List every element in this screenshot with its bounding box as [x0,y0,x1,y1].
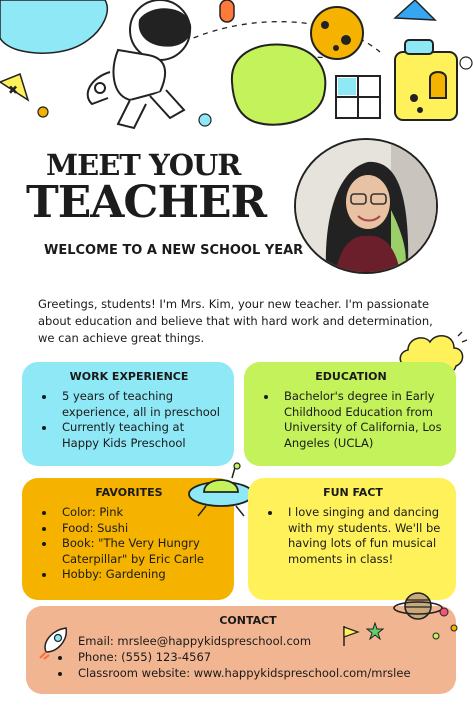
planet-icon [311,7,363,59]
title-line-1: MEET YOUR [46,148,241,182]
list-item: • Phone: (555) 123-4567 [72,649,446,665]
work-experience-heading: WORK EXPERIENCE [69,370,189,383]
list-item: • Classroom website: www.happykidspreschool.com/mrslee [72,665,446,681]
list-item: • Email: mrslee@happykidspreschool.com [72,633,446,649]
intro-paragraph: Greetings, students! I'm Mrs. Kim, your new teacher. I'm passionate about education and believe that with hard work and determination, we can achieve great things. [38,297,433,345]
page-title [26,150,276,226]
ufo-icon [186,462,256,517]
flag-icon [340,624,362,648]
green-blob-shape [232,45,325,125]
fun-fact-heading: FUN FACT [323,486,383,499]
contact-heading: CONTACT [219,614,277,627]
subtitle: WELCOME TO A NEW SCHOOL YEAR [44,243,304,258]
list-item: • Hobby: Gardening [56,567,224,583]
cyan-cloud-shape [0,0,107,53]
list-item: • Color: Pink [56,505,224,521]
list-item: • I love singing and dancing with my students. We'll be having lots of fun musical moments in class! [282,505,446,567]
list-item: • Bachelor's degree in Early Childhood Education from University of California, Los Angeles (UCLA) [278,389,446,451]
dots-decoration [424,606,464,646]
space-illustration [0,0,473,135]
education-heading: EDUCATION [315,370,387,383]
favorites-heading: FAVORITES [95,486,163,499]
list-item: • Currently teaching at Happy Kids Preschool [56,420,224,451]
rocket-icon [38,624,74,660]
education-card [244,362,456,466]
fun-fact-card [248,478,456,600]
list-item: • 5 years of teaching experience, all in preschool [56,389,224,420]
tower-icon [395,52,457,120]
star-icon [366,622,384,640]
work-experience-card [22,362,234,466]
list-item: • Food: Sushi [56,521,224,537]
title-line-2: TEACHER [26,177,267,228]
teacher-photo [294,138,438,274]
list-item: • Book: "The Very Hungry Caterpillar" by Eric Carle [56,536,224,567]
svg-text:✖: ✖ [8,83,19,97]
